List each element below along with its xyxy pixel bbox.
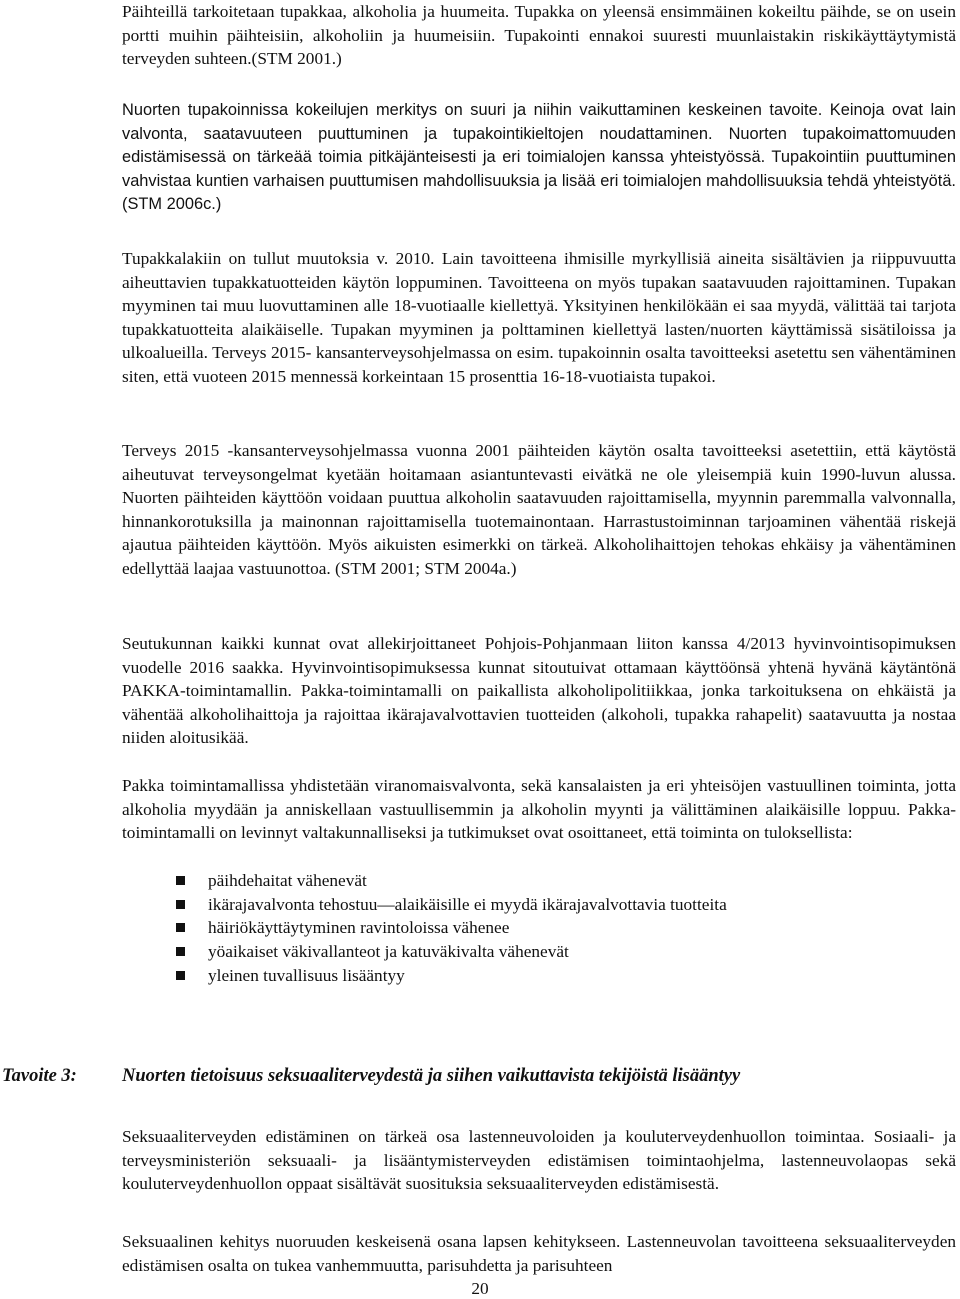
list-item: päihdehaitat vähenevät [122,869,882,893]
paragraph-tobacco-law: Tupakkalakiin on tullut muutoksia v. 2010. Lain tavoitteena ihmisille myrkyllisiä aineita sisältävien ja riippuvuutta aiheuttavien tupakkatuotteiden käytön loppuminen. Tavoitteena on myös tupakan saatavuuden rajoittaminen. Tupakan myyminen tai muu luovuttaminen alle 18-vuotiaalle kiellettyä. Yksityinen henkilökään ei saa myydä, välittää tai tarjota tupakkatuotteita alaikäiselle. Tupakan myyminen ja polttaminen kiellettyä lasten/nuorten käyttämissä sisätiloissa ja ulkoalueilla. Terveys 2015- kansanterveysohjelmassa on esim. tupakoinnin osalta tavoitteeksi asetettu sen vähentäminen siten, että vuoteen 2015 mennessä korkeintaan 15 prosenttia 16-18-vuotiaista tupakoi. [122,249,956,386]
square-bullet-icon [176,947,185,956]
paragraph-wellbeing-agreement: Seutukunnan kaikki kunnat ovat allekirjoittaneet Pohjois-Pohjanmaan liiton kanssa 4/2013 hyvinvointisopimuksen vuodelle 2016 saakka. Hyvinvointisopimuksessa kunnat sitoutuivat ottamaan käyttöönsä yhtenä hyvänä käytäntönä PAKKA-toimintamallin. Pakka-toimintamalli on paikallista alkoholipolitiikkaa, jonka tarkoituksena on ehkäistä ja vähentää alkoholihaittoja ja rajoittaa ikärajavalvottavien tuotteiden (alkoholi, tupakka rahapelit) saatavuutta ja nostaa niiden aloitusikää. [122,634,956,747]
list-item: häiriökäyttäytyminen ravintoloissa vähenee [122,916,882,940]
paragraph-sexual-development: Seksuaalinen kehitys nuoruuden keskeisenä osana lapsen kehitykseen. Lastenneuvolan tavoitteena seksuaaliterveyden edistämisen osalta on tukea vanhemmuutta, parisuhdetta ja parisuhteen [122,1232,956,1275]
page-number: 20 [471,1279,489,1298]
list-item: yöaikaiset väkivallanteot ja katuväkivalta vähenevät [122,940,882,964]
square-bullet-icon [176,876,185,885]
paragraph-sexual-health: Seksuaaliterveyden edistäminen on tärkeä osa lastenneuvoloiden ja kouluterveydenhuollon toimintaa. Sosiaali- ja terveysministeriön seksuaali- ja lisääntymisterveyden edistämisen toimintaohjelma, lastenneuvolaopas sekä kouluterveydenhuollon oppaat sisältävät suosituksia seksuaaliterveyden edistämisestä. [122,1127,956,1193]
square-bullet-icon [176,900,185,909]
paragraph-youth-smoking: Nuorten tupakoinnissa kokeilujen merkitys on suuri ja niihin vaikuttaminen keskeinen tavoite. Keinoja ovat lain valvonta, saatavuuteen puuttuminen ja tupakointikieltojen noudattaminen. Nuorten tupakoimattomuuden edistämisessä on tärkeää toimia pitkäjänteisesti ja eri toimialojen kanssa yhteistyössä. Tupakointiin puuttuminen vahvistaa kuntien varhaisen puuttumisen mahdollisuuksia ja lisää eri toimialojen mahdollisuuksia tehdä yhteistyötä. (STM 2006c.) [122,101,956,213]
goal-label: Tavoite 3: [2,1066,77,1086]
square-bullet-icon [176,971,185,980]
paragraph-intoxicants: Päihteillä tarkoitetaan tupakkaa, alkoholia ja huumeita. Tupakka on yleensä ensimmäinen kokeiltu päihde, se on usein portti muihin päihteisiin, alkoholiin ja huumeisiin. Tupakointi ennakoi suuresti muunlaistakin riskikäyttäytymistä terveyden suhteen.(STM 2001.) [122,2,956,68]
results-list [122,869,882,988]
list-item: yleinen tuvallisuus lisääntyy [122,964,882,988]
paragraph-health-2015: Terveys 2015 -kansanterveysohjelmassa vuonna 2001 päihteiden käytön osalta tavoitteeksi asetettiin, että käytöstä aiheutuvat terveysongelmat kyetään hoitamaan asiantuntevasti eivätkä ne ole yleisempiä kuin 1990-luvun alussa. Nuorten päihteiden käyttöön voidaan puuttua alkoholin saatavuuden rajoittamisella, myynnin paremmalla valvonnalla, hinnankorotuksilla ja mainonnan rajoittamisella tuotemainontaan. Harrastustoiminnan tarjoaminen vähentää riskejä ajautua päihteiden käyttöön. Myös aikuisten esimerkki on tärkeä. Alkoholihaittojen tehokas ehkäisy ja vähentäminen edellyttää laajaa vastuunottoa. (STM 2001; STM 2004a.) [122,441,956,578]
paragraph-pakka-model: Pakka toimintamallissa yhdistetään viranomaisvalvonta, sekä kansalaisten ja eri yhteisöjen vastuullinen toiminta, jotta alkoholia myydään ja anniskellaan vastuullisemmin ja alkoholin myynti ja välittäminen alaikäisille loppuu. Pakka-toimintamalli on levinnyt valtakunnalliseksi ja tutkimukset ovat osoittaneet, että toiminta on tuloksellista: [122,776,956,842]
list-item: ikärajavalvonta tehostuu—alaikäisille ei myydä ikärajavalvottavia tuotteita [122,893,882,917]
square-bullet-icon [176,923,185,932]
goal-heading: Nuorten tietoisuus seksuaaliterveydestä ja siihen vaikuttavista tekijöistä lisääntyy [122,1066,741,1086]
